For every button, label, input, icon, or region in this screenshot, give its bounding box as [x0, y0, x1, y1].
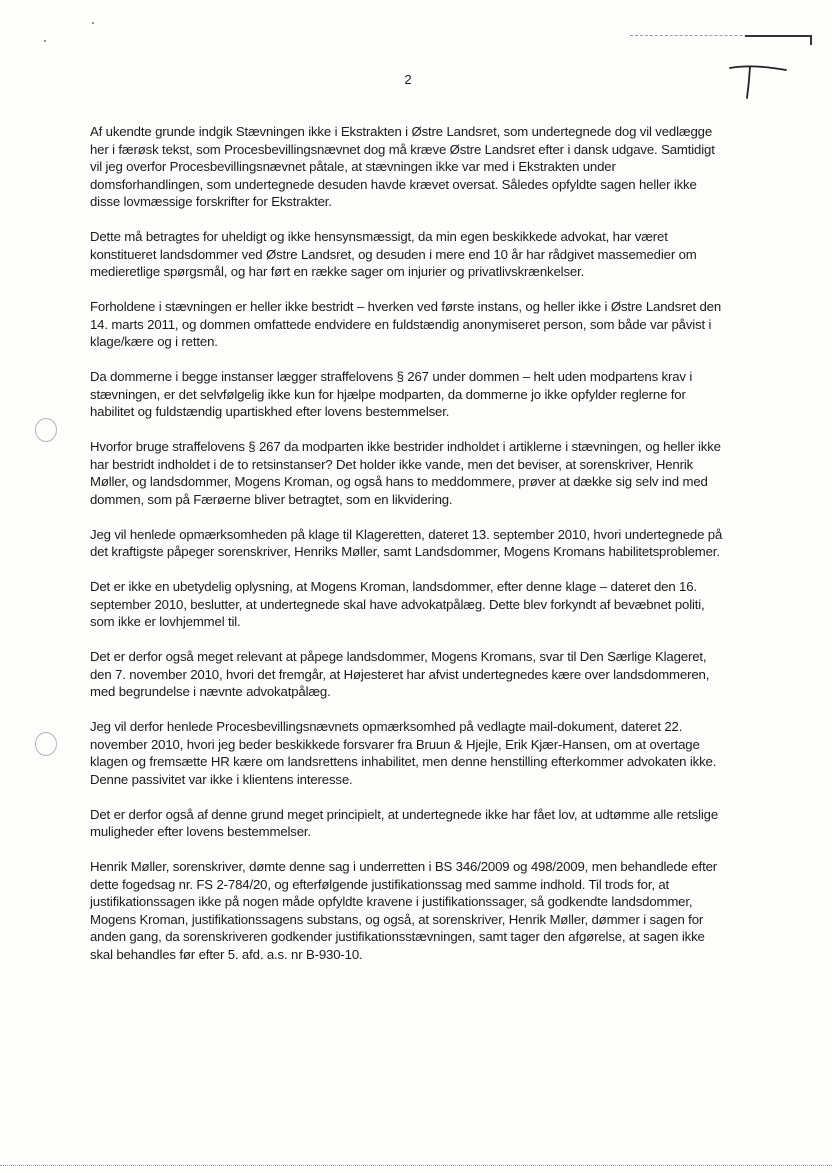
paragraph: Af ukendte grunde indgik Stævningen ikke i Ekstrakten i Østre Landsret, som undertegnede dog vil vedlægge her i færøsk tekst, som Procesbevillingsnævnet dog må kræve Østre Landsret efter i dansk udgave. Samtidigt vil jeg overfor Procesbevillingsnævnet påtale, at stævningen ikke var med i Ekstrakten under domsforhandlingen, som undertegnede desuden havde krævet oversat. Således opfyldte sagen heller ikke disse lovmæssige forskrifter for Ekstrakter.	[90, 124, 715, 209]
body-text	[90, 123, 730, 981]
punch-hole	[35, 732, 57, 756]
paragraph: Hvorfor bruge straffelovens § 267 da modparten ikke bestrider indholdet i artiklerne i stævningen, og heller ikke har bestridt indholdet i de to retsinstanser? Det holder ikke vande, men det beviser, at sorenskriver, Henrik Møller, og landsdommer, Mogens Kroman, og også hans to meddommere, prøver at dække sig selv ind med dommen, som på Færøerne bliver betragtet, som en likvidering.	[90, 439, 721, 507]
paragraph: Det er ikke en ubetydelig oplysning, at Mogens Kroman, landsdommer, efter denne klage – dateret den 16. september 2010, beslutter, at undertegnede skal have advokatpålæg. Dette blev forkyndt af bevæbnet politi, som ikke er lovhjemmel til.	[90, 579, 705, 629]
paragraph: Da dommerne i begge instanser lægger straffelovens § 267 under dommen – helt uden modpartens krav i stævningen, er det selvfølgelig ikke kun for hjælpe modparten, da dommerne jo ikke opfylder reglerne for habilitet og fuldstændig upartiskhed efter lovens bestemmelser.	[90, 369, 693, 419]
page-number: 2	[404, 72, 412, 87]
paragraph: Forholdene i stævningen er heller ikke bestridt – hverken ved første instans, og heller ikke i Østre Landsret den 14. marts 2011, og dommen omfattede endvidere en fuldstændig anonymiseret person, som både var påvist i klage/kære og i retten.	[90, 299, 722, 349]
scan-speck	[44, 40, 46, 42]
bottom-scan-line	[0, 1165, 832, 1166]
paragraph: Det er derfor også meget relevant at påpege landsdommer, Mogens Kromans, svar til Den Særlige Klageret, den 7. november 2010, hvori det fremgår, at Højesteret har afvist undertegnedes kære over landsdommeren, med begrundelse i nævnte advokatpålæg.	[90, 649, 710, 699]
top-rule-tick	[810, 35, 812, 45]
paragraph: Det er derfor også af denne grund meget principielt, at undertegnede ikke har fået lov, at udtømme alle retslige muligheder efter lovens bestemmelser.	[90, 806, 719, 839]
paragraph: Henrik Møller, sorenskriver, dømte denne sag i underretten i BS 346/2009 og 498/2009, men behandlede efter dette fogedsag nr. FS 2-784/20, og efterfølgende justifikationssag med samme indhold. Til trods for, at justifikationssagen ikke på nogen måde opfyldte kravene i justifikationssager, så godkendte landsdommer, Mogens Kroman, justifikationssagens substans, og også, at sorenskriver, Henrik Møller, dømmer i sagen for anden gang, da sorenskriveren godkender justifikationsstævningen, samt tager den afgørelse, at sagen ikke skal behandles før efter 5. afd. a.s. nr B-930-10.	[90, 859, 718, 962]
paragraph: Jeg vil henlede opmærksomheden på klage til Klageretten, dateret 13. september 2010, hvori undertegnede på det kraftigste påpeger sorenskriver, Henriks Møller, samt Landsdommer, Mogens Kromans habilitetsproblemer.	[90, 526, 723, 559]
scan-speck	[92, 22, 94, 24]
handwritten-mark-icon	[728, 58, 788, 103]
punch-hole	[35, 418, 57, 442]
paragraph: Dette må betragtes for uheldigt og ikke hensynsmæssigt, da min egen beskikkede advokat, har været konstitueret landsdommer ved Østre Landsret, og desuden i mere end 10 år har rådgivet massemedier om medieretlige spørgsmål, og har ført en række sager om injurier og privatlivskrænkelser.	[90, 229, 697, 279]
top-rule-line	[745, 35, 812, 37]
paragraph: Jeg vil derfor henlede Procesbevillingsnævnets opmærksomhed på vedlagte mail-dokument, dateret 22. november 2010, hvori jeg beder beskikkede forsvarer fra Bruun & Hjejle, Erik Kjær-Hansen, om at overtage klagen og fremsætte HR kære om landsrettens inhabilitet, men denne henstilling efterkommer advokaten ikke. Denne passivitet var ikke i klientens interesse.	[90, 719, 717, 787]
